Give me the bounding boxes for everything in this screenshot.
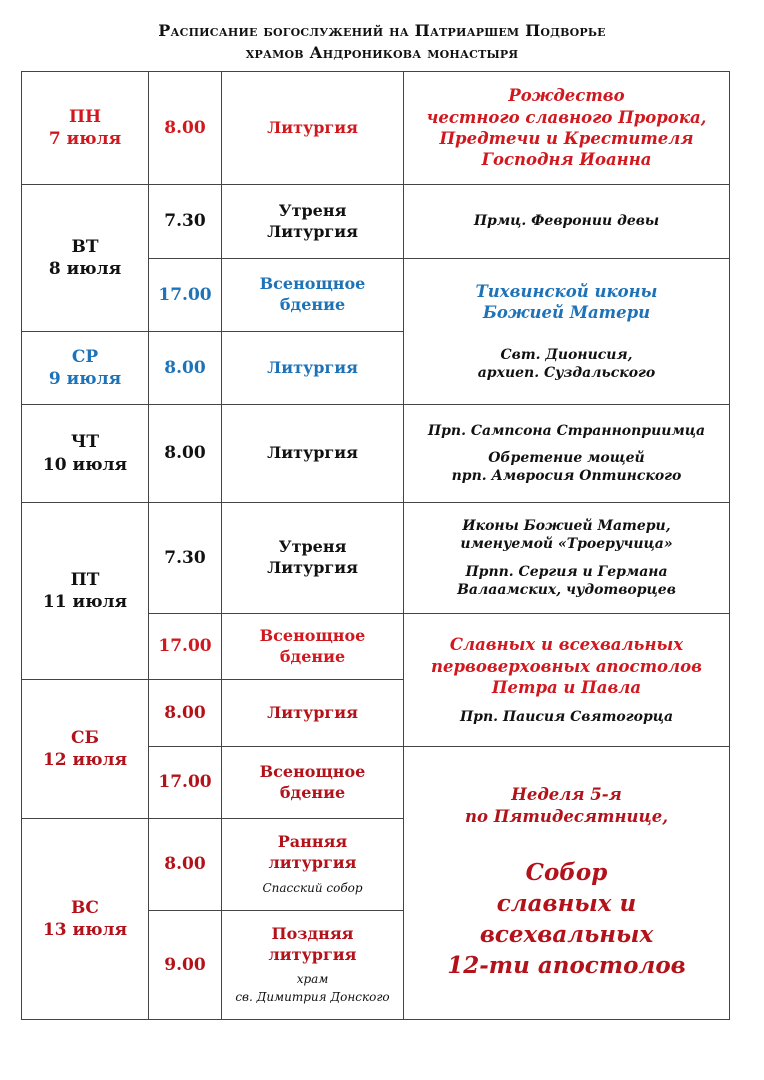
service-time: 7.30 — [164, 547, 206, 568]
service-time: 17.00 — [158, 636, 212, 657]
day-name: СБ — [70, 727, 100, 748]
service-time: 8.00 — [164, 357, 206, 378]
day-saturday — [22, 680, 148, 818]
day-date: 11 июля — [42, 592, 128, 612]
day-thursday — [22, 405, 148, 502]
service-name: Литургия — [267, 117, 358, 137]
service-name: Всенощное бдение — [259, 274, 366, 314]
day-friday — [22, 503, 148, 679]
saint-note: Прп. Сампсона Странноприимца Обретение мощей прп. Амвросия Оптинского — [427, 422, 706, 485]
service-time: 7.30 — [164, 211, 206, 232]
service-name: Утреня Литургия — [267, 537, 358, 577]
day-name: ПН — [68, 106, 102, 127]
service-name: Ранняя литургия Спасский собор — [222, 819, 403, 910]
day-date: 7 июля — [48, 129, 122, 149]
feast-note: Тихвинской иконы Божией Матери Свт. Дионисия, архиеп. Суздальского — [475, 281, 658, 381]
day-name: СР — [71, 346, 99, 367]
feast-note: Неделя 5-я по Пятидесятнице, Собор славных и всехвальных 12-ти апостолов — [447, 785, 686, 980]
service-time: 8.00 — [164, 702, 206, 723]
title-line-2: храмов Андроникова монастыря — [245, 43, 519, 62]
day-name: ВС — [71, 897, 99, 918]
service-time: 9.00 — [164, 954, 206, 975]
title-line-1: Расписание богослужений на Патриаршем Подворье — [158, 21, 606, 40]
day-wednesday — [22, 332, 148, 404]
service-name: Литургия — [267, 357, 358, 377]
service-time: 8.00 — [164, 443, 206, 464]
service-name: Литургия — [267, 702, 358, 722]
day-name: ВТ — [71, 236, 99, 257]
service-place: Спасский собор — [262, 880, 363, 895]
saint-note: Прмц. Февронии девы — [473, 213, 660, 230]
service-place: храм св. Димитрия Донского — [235, 972, 390, 1004]
feast-note: Рождество честного славного Пророка, Предтечи и Крестителя Господня Иоанна — [426, 86, 707, 170]
day-date: 10 июля — [42, 454, 128, 475]
service-time: 17.00 — [158, 284, 212, 305]
service-name: Всенощное бдение — [259, 625, 366, 666]
service-time: 8.00 — [164, 854, 206, 875]
day-date: 8 июля — [48, 259, 122, 279]
service-name: Литургия — [267, 443, 358, 463]
service-name: Поздняя литургия храм св. Димитрия Донского — [222, 911, 403, 1019]
day-date: 9 июля — [48, 369, 122, 389]
saint-note: Иконы Божией Матери, именуемой «Троеручица» Прпп. Сергия и Германа Валаамских, чудотворцев — [457, 518, 676, 598]
day-monday — [22, 72, 148, 184]
day-date: 13 июля — [42, 920, 128, 940]
day-name: ЧТ — [70, 432, 100, 453]
feast-note: Славных и всехвальных первоверховных апостолов Петра и Павла Прп. Паисия Святогорца — [431, 635, 702, 725]
service-name: Всенощное бдение — [259, 761, 366, 802]
day-tuesday — [22, 185, 148, 331]
day-name: ПТ — [70, 569, 100, 590]
day-date: 12 июля — [42, 750, 128, 770]
service-time: 8.00 — [164, 117, 206, 138]
service-name: Утреня Литургия — [267, 200, 358, 241]
day-sunday — [22, 819, 148, 1019]
service-time: 17.00 — [158, 772, 212, 793]
